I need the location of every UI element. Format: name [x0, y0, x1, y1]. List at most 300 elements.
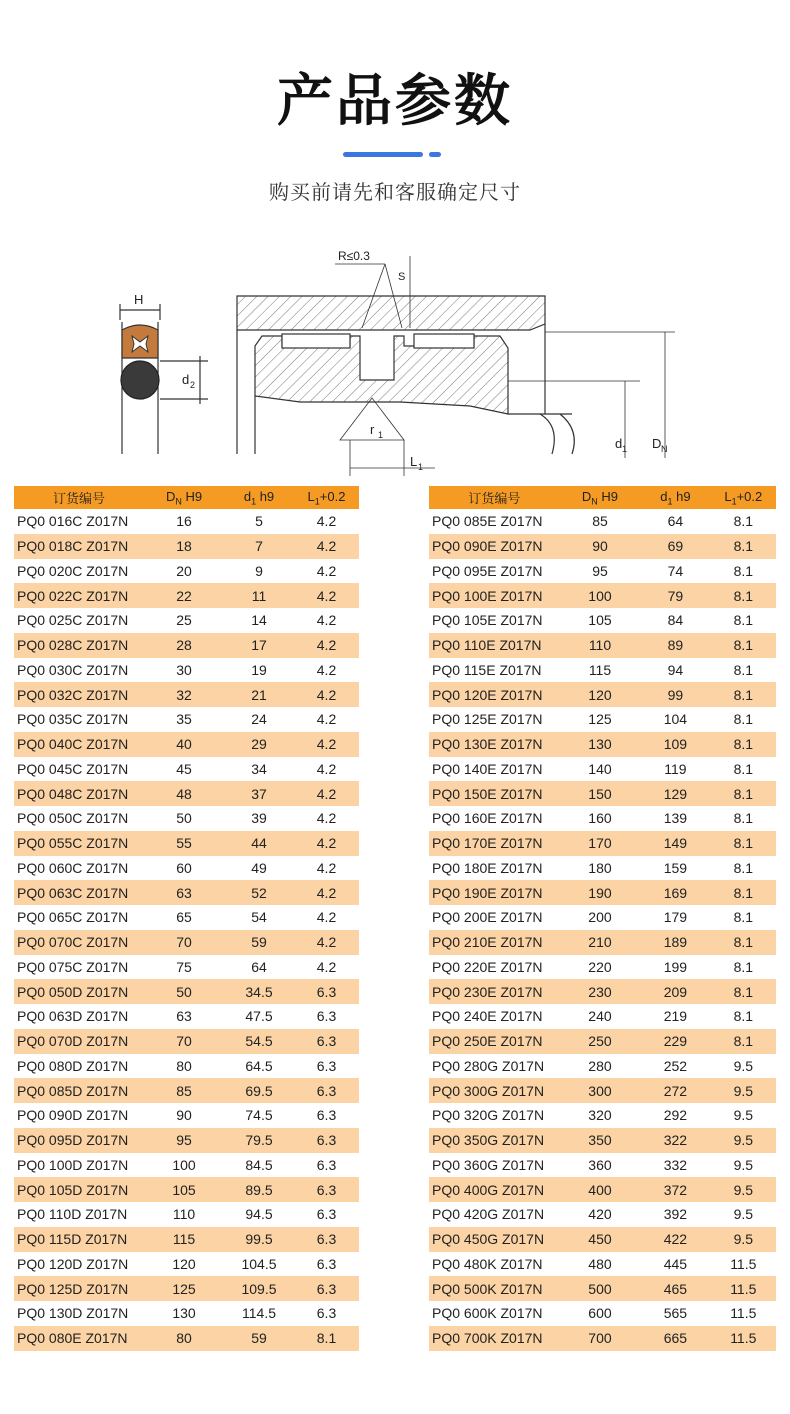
dn-cell: 600	[588, 1305, 612, 1322]
dn-cell: 230	[560, 979, 640, 1004]
l1-cell: 11.5	[711, 1276, 776, 1301]
dn-cell: 45	[176, 760, 192, 777]
order-code-cell: PQ0 220E Z017N	[432, 958, 543, 975]
table-row	[429, 1301, 776, 1326]
page-subtitle: 购买前请先和客服确定尺寸	[269, 180, 521, 204]
order-code-cell: PQ0 022C Z017N	[14, 583, 144, 608]
table-row	[14, 955, 359, 980]
d1-cell: 252	[663, 1057, 688, 1074]
page-title: 产品参数	[277, 69, 513, 134]
dn-cell: 300	[560, 1078, 640, 1103]
header-dn: $D_N$ H9	[144, 486, 224, 509]
label-l1-sub: 1	[418, 462, 424, 472]
d1-cell: 59	[224, 930, 294, 955]
dn-cell: 240	[588, 1008, 612, 1025]
d1-cell: 47.5	[245, 1008, 273, 1025]
dn-cell: 130	[172, 1305, 196, 1322]
header-dn: $D_N$ H9	[560, 486, 640, 509]
dn-cell: 110	[560, 633, 640, 658]
dn-cell: 80	[176, 1057, 192, 1074]
order-code-cell: PQ0 125D Z017N	[14, 1276, 144, 1301]
d1-cell: 89	[640, 633, 710, 658]
order-code-cell: PQ0 120D Z017N	[17, 1255, 129, 1272]
table-row	[429, 1029, 776, 1054]
l1-cell: 6.3	[316, 1008, 337, 1025]
d1-cell: 64.5	[245, 1057, 273, 1074]
dn-cell: 700	[560, 1326, 640, 1351]
d1-cell: 199	[663, 958, 688, 975]
order-code-cell: PQ0 450G Z017N	[429, 1227, 560, 1252]
d1-cell: 149	[640, 831, 710, 856]
d1-cell: 104.5	[241, 1255, 277, 1272]
table-row	[429, 806, 776, 831]
spec-table-left	[14, 486, 359, 1351]
table-row	[14, 831, 359, 856]
label-d2: d	[182, 372, 190, 387]
l1-cell: 8.1	[711, 732, 776, 757]
l1-cell: 11.5	[711, 1326, 776, 1351]
l1-cell: 6.3	[316, 1107, 337, 1124]
d1-cell: 7	[224, 534, 294, 559]
dn-cell: 90	[560, 534, 640, 559]
l1-cell: 9.5	[711, 1177, 776, 1202]
dn-cell: 100	[172, 1156, 196, 1173]
order-code-cell: PQ0 050D Z017N	[14, 979, 144, 1004]
table-row	[429, 1177, 776, 1202]
d1-cell: 229	[640, 1029, 710, 1054]
table-row	[429, 979, 776, 1004]
l1-cell: 4.2	[294, 880, 359, 905]
table-row	[429, 608, 776, 633]
table-row	[429, 880, 776, 905]
d1-cell: 322	[640, 1128, 710, 1153]
d1-cell: 52	[224, 880, 294, 905]
l1-cell: 6.3	[316, 1057, 337, 1074]
l1-cell: 9.5	[733, 1057, 754, 1074]
order-code-cell: PQ0 100E Z017N	[429, 583, 560, 608]
l1-cell: 6.3	[294, 1276, 359, 1301]
d1-cell: 21	[224, 682, 294, 707]
d1-cell: 49	[251, 859, 267, 876]
dn-cell: 20	[176, 562, 192, 579]
d1-cell: 14	[251, 612, 267, 629]
order-code-cell: PQ0 063D Z017N	[17, 1008, 129, 1025]
l1-cell: 9.5	[733, 1206, 754, 1223]
dn-cell: 170	[560, 831, 640, 856]
dn-cell: 140	[588, 760, 612, 777]
d1-cell: 94	[667, 661, 684, 678]
header-d1: $d_1$ h9	[640, 486, 710, 509]
order-code-cell: PQ0 095E Z017N	[432, 562, 543, 579]
dn-cell: 16	[176, 513, 192, 530]
l1-cell: 8.1	[733, 760, 754, 777]
dn-cell: 50	[144, 979, 224, 1004]
table-row	[14, 509, 359, 534]
order-code-cell: PQ0 130D Z017N	[17, 1305, 129, 1322]
table-row	[429, 781, 776, 806]
d1-cell: 24	[251, 711, 267, 728]
dn-cell: 400	[560, 1177, 640, 1202]
l1-cell: 8.1	[733, 909, 754, 926]
l1-cell: 4.2	[316, 958, 337, 975]
dn-cell: 70	[144, 1029, 224, 1054]
order-code-cell: PQ0 180E Z017N	[432, 859, 543, 876]
l1-cell: 8.1	[733, 513, 754, 530]
order-code-cell: PQ0 120E Z017N	[429, 682, 560, 707]
label-r: R≤0.3	[338, 249, 370, 263]
dn-cell: 220	[588, 958, 612, 975]
l1-cell: 4.2	[316, 760, 337, 777]
table-row	[429, 732, 776, 757]
dn-cell: 150	[560, 781, 640, 806]
dn-cell: 250	[560, 1029, 640, 1054]
d1-cell: 79	[640, 583, 710, 608]
dn-cell: 22	[144, 583, 224, 608]
dn-cell: 115	[588, 661, 612, 678]
header-code: 订货编号	[14, 486, 144, 509]
dn-cell: 360	[588, 1156, 612, 1173]
dn-cell: 85	[144, 1078, 224, 1103]
table-row	[14, 1078, 359, 1103]
d1-cell: 104	[663, 711, 688, 728]
table-row	[429, 1252, 776, 1277]
table-row	[429, 955, 776, 980]
table-row	[14, 682, 359, 707]
order-code-cell: PQ0 105E Z017N	[432, 612, 543, 629]
l1-cell: 9.5	[733, 1156, 754, 1173]
table-row	[14, 757, 359, 782]
order-code-cell: PQ0 080D Z017N	[17, 1057, 129, 1074]
table-row	[429, 559, 776, 584]
dn-cell: 105	[588, 612, 612, 629]
label-d1-sub: 1	[622, 444, 628, 454]
table-row	[14, 1029, 359, 1054]
d1-cell: 37	[224, 781, 294, 806]
table-header-row	[429, 486, 776, 509]
table-row	[14, 732, 359, 757]
dn-cell: 85	[592, 513, 608, 530]
d1-cell: 292	[663, 1107, 688, 1124]
l1-cell: 8.1	[711, 930, 776, 955]
d1-cell: 119	[664, 760, 687, 777]
dn-cell: 48	[144, 781, 224, 806]
order-code-cell: PQ0 700K Z017N	[429, 1326, 560, 1351]
d1-cell: 99.5	[224, 1227, 294, 1252]
order-code-cell: PQ0 020C Z017N	[17, 562, 129, 579]
order-code-cell: PQ0 045C Z017N	[17, 760, 129, 777]
l1-cell: 6.3	[294, 1227, 359, 1252]
label-dn: D	[652, 436, 662, 451]
table-row	[429, 707, 776, 732]
l1-cell: 8.1	[733, 562, 754, 579]
table-row	[14, 781, 359, 806]
dn-cell: 18	[144, 534, 224, 559]
d1-cell: 54	[251, 909, 267, 926]
table-header-row	[14, 486, 359, 509]
order-code-cell: PQ0 050C Z017N	[17, 810, 129, 827]
l1-cell: 8.1	[733, 958, 754, 975]
dn-cell: 80	[144, 1326, 224, 1351]
dn-cell: 95	[592, 562, 608, 579]
order-code-cell: PQ0 105D Z017N	[14, 1177, 144, 1202]
dn-cell: 100	[560, 583, 640, 608]
dn-cell: 350	[560, 1128, 640, 1153]
l1-cell: 8.1	[711, 1029, 776, 1054]
d1-cell: 372	[640, 1177, 710, 1202]
l1-cell: 8.1	[711, 534, 776, 559]
l1-cell: 4.2	[316, 562, 337, 579]
d1-cell: 219	[663, 1008, 688, 1025]
dn-cell: 280	[588, 1057, 612, 1074]
order-code-cell: PQ0 400G Z017N	[429, 1177, 560, 1202]
order-code-cell: PQ0 110D Z017N	[17, 1206, 128, 1223]
table-row	[14, 1177, 359, 1202]
order-code-cell: PQ0 055C Z017N	[14, 831, 144, 856]
dn-cell: 115	[144, 1227, 224, 1252]
label-r1-sub: 1	[378, 430, 384, 440]
dn-cell: 180	[588, 859, 612, 876]
d1-cell: 159	[663, 859, 688, 876]
dn-cell: 105	[144, 1177, 224, 1202]
d1-cell: 89.5	[224, 1177, 294, 1202]
order-code-cell: PQ0 060C Z017N	[17, 859, 129, 876]
label-dn-sub: N	[661, 444, 668, 454]
order-code-cell: PQ0 230E Z017N	[429, 979, 560, 1004]
dn-cell: 40	[144, 732, 224, 757]
table-row	[14, 1054, 359, 1079]
d1-cell: 64	[667, 513, 684, 530]
l1-cell: 6.3	[294, 1177, 359, 1202]
dn-cell: 500	[560, 1276, 640, 1301]
l1-cell: 8.1	[294, 1326, 359, 1351]
l1-cell: 6.3	[316, 1255, 337, 1272]
l1-cell: 4.2	[316, 612, 337, 629]
table-row	[429, 1054, 776, 1079]
l1-cell: 11.5	[730, 1255, 757, 1272]
table-row	[429, 658, 776, 683]
dn-cell: 55	[144, 831, 224, 856]
d1-cell: 114.5	[242, 1305, 276, 1322]
order-code-cell: PQ0 125E Z017N	[432, 711, 543, 728]
dn-cell: 32	[144, 682, 224, 707]
order-code-cell: PQ0 085E Z017N	[432, 513, 543, 530]
order-code-cell: PQ0 240E Z017N	[432, 1008, 543, 1025]
l1-cell: 8.1	[711, 880, 776, 905]
dn-cell: 35	[176, 711, 192, 728]
l1-cell: 4.2	[316, 859, 337, 876]
table-row	[429, 1153, 776, 1178]
l1-cell: 4.2	[294, 633, 359, 658]
order-code-cell: PQ0 300G Z017N	[429, 1078, 560, 1103]
l1-cell: 4.2	[294, 682, 359, 707]
label-l1: L	[410, 454, 418, 469]
order-code-cell: PQ0 130E Z017N	[429, 732, 560, 757]
groove-right	[414, 334, 474, 348]
order-code-cell: PQ0 110E Z017N	[429, 633, 560, 658]
table-row	[429, 1128, 776, 1153]
dn-cell: 450	[560, 1227, 640, 1252]
order-code-cell: PQ0 600K Z017N	[432, 1305, 543, 1322]
order-code-cell: PQ0 040C Z017N	[14, 732, 144, 757]
dn-cell: 130	[560, 732, 640, 757]
d1-cell: 332	[663, 1156, 688, 1173]
l1-cell: 4.2	[294, 781, 359, 806]
order-code-cell: PQ0 030C Z017N	[17, 661, 129, 678]
table-row	[14, 1202, 359, 1227]
dn-cell: 125	[144, 1276, 224, 1301]
table-row	[429, 930, 776, 955]
l1-cell: 4.2	[294, 534, 359, 559]
l1-cell: 8.1	[733, 661, 754, 678]
order-code-cell: PQ0 140E Z017N	[432, 760, 543, 777]
order-code-cell: PQ0 150E Z017N	[429, 781, 560, 806]
d1-cell: 54.5	[224, 1029, 294, 1054]
dn-cell: 320	[588, 1107, 612, 1124]
label-r1: r	[370, 422, 375, 437]
dn-cell: 125	[588, 711, 612, 728]
l1-cell: 6.3	[316, 1206, 337, 1223]
order-code-cell: PQ0 115D Z017N	[14, 1227, 144, 1252]
order-code-cell: PQ0 250E Z017N	[429, 1029, 560, 1054]
l1-cell: 11.5	[730, 1305, 757, 1322]
table-row	[14, 905, 359, 930]
table-row	[429, 1004, 776, 1029]
order-code-cell: PQ0 420G Z017N	[432, 1206, 545, 1223]
d1-cell: 465	[640, 1276, 710, 1301]
d1-cell: 565	[663, 1305, 688, 1322]
chamfer-curve-2	[560, 414, 574, 454]
d1-cell: 109	[640, 732, 710, 757]
l1-cell: 4.2	[316, 909, 337, 926]
order-code-cell: PQ0 028C Z017N	[14, 633, 144, 658]
dn-cell: 190	[560, 880, 640, 905]
table-row	[14, 1128, 359, 1153]
table-row	[14, 534, 359, 559]
order-code-cell: PQ0 016C Z017N	[17, 513, 129, 530]
order-code-cell: PQ0 035C Z017N	[17, 711, 129, 728]
order-code-cell: PQ0 100D Z017N	[17, 1156, 129, 1173]
table-row	[14, 806, 359, 831]
d1-cell: 169	[640, 880, 710, 905]
order-code-cell: PQ0 070C Z017N	[14, 930, 144, 955]
l1-cell: 8.1	[711, 682, 776, 707]
d1-cell: 44	[224, 831, 294, 856]
l1-cell: 9.5	[711, 1128, 776, 1153]
dn-cell: 65	[176, 909, 192, 926]
label-h: H	[134, 292, 144, 307]
l1-cell: 6.3	[294, 1128, 359, 1153]
l1-cell: 8.1	[733, 859, 754, 876]
table-row	[14, 1004, 359, 1029]
d1-cell: 11	[224, 583, 294, 608]
table-row	[14, 1301, 359, 1326]
order-code-cell: PQ0 210E Z017N	[429, 930, 560, 955]
table-row	[429, 1276, 776, 1301]
table-row	[14, 583, 359, 608]
table-row	[429, 1078, 776, 1103]
dn-cell: 25	[176, 612, 192, 629]
table-row	[14, 608, 359, 633]
order-code-cell: PQ0 360G Z017N	[432, 1156, 545, 1173]
d1-cell: 84	[667, 612, 684, 629]
d1-cell: 209	[640, 979, 710, 1004]
housing-upper	[237, 296, 545, 330]
l1-cell: 4.2	[294, 930, 359, 955]
d1-cell: 179	[663, 909, 688, 926]
table-row	[429, 856, 776, 881]
d1-cell: 79.5	[224, 1128, 294, 1153]
dn-cell: 200	[588, 909, 612, 926]
order-code-cell: PQ0 065C Z017N	[17, 909, 129, 926]
l1-cell: 6.3	[294, 979, 359, 1004]
l1-cell: 8.1	[711, 831, 776, 856]
d1-cell: 74	[667, 562, 684, 579]
dn-cell: 63	[176, 1008, 192, 1025]
table-row	[429, 509, 776, 534]
order-code-cell: PQ0 075C Z017N	[17, 958, 129, 975]
table-row	[429, 905, 776, 930]
table-row	[429, 583, 776, 608]
table-row	[14, 1252, 359, 1277]
l1-cell: 4.2	[294, 583, 359, 608]
order-code-cell: PQ0 350G Z017N	[429, 1128, 560, 1153]
d1-cell: 189	[640, 930, 710, 955]
l1-cell: 4.2	[316, 810, 337, 827]
seal-cross-section-diagram	[0, 236, 790, 486]
table-row	[14, 856, 359, 881]
d1-cell: 39	[251, 810, 267, 827]
l1-cell: 9.5	[711, 1078, 776, 1103]
d1-cell: 392	[663, 1206, 688, 1223]
d1-cell: 9	[255, 562, 263, 579]
l1-cell: 8.1	[711, 781, 776, 806]
d1-cell: 445	[663, 1255, 688, 1272]
table-row	[429, 1326, 776, 1351]
order-code-cell: PQ0 063C Z017N	[14, 880, 144, 905]
o-ring	[121, 361, 159, 399]
table-row	[429, 1202, 776, 1227]
l1-cell: 4.2	[316, 661, 337, 678]
order-code-cell: PQ0 070D Z017N	[14, 1029, 144, 1054]
header-code: 订货编号	[429, 486, 560, 509]
groove-left	[282, 334, 350, 348]
order-code-cell: PQ0 032C Z017N	[14, 682, 144, 707]
order-code-cell: PQ0 095D Z017N	[14, 1128, 144, 1153]
header-l1: $L_1+0.2$	[294, 486, 359, 509]
label-s: S	[398, 271, 406, 283]
table-row	[14, 1326, 359, 1351]
l1-cell: 8.1	[711, 979, 776, 1004]
l1-cell: 8.1	[733, 810, 754, 827]
d1-cell: 5	[255, 513, 263, 530]
dn-cell: 480	[588, 1255, 612, 1272]
l1-cell: 9.5	[733, 1107, 754, 1124]
order-code-cell: PQ0 080E Z017N	[14, 1326, 144, 1351]
dn-cell: 70	[144, 930, 224, 955]
d1-cell: 272	[640, 1078, 710, 1103]
table-row	[14, 707, 359, 732]
l1-cell: 4.2	[316, 711, 337, 728]
l1-cell: 8.1	[711, 583, 776, 608]
l1-cell: 4.2	[316, 513, 337, 530]
d1-cell: 17	[224, 633, 294, 658]
table-row	[429, 633, 776, 658]
l1-cell: 8.1	[733, 612, 754, 629]
table-row	[429, 1227, 776, 1252]
order-code-cell: PQ0 500K Z017N	[429, 1276, 560, 1301]
l1-cell: 6.3	[294, 1078, 359, 1103]
table-row	[429, 534, 776, 559]
